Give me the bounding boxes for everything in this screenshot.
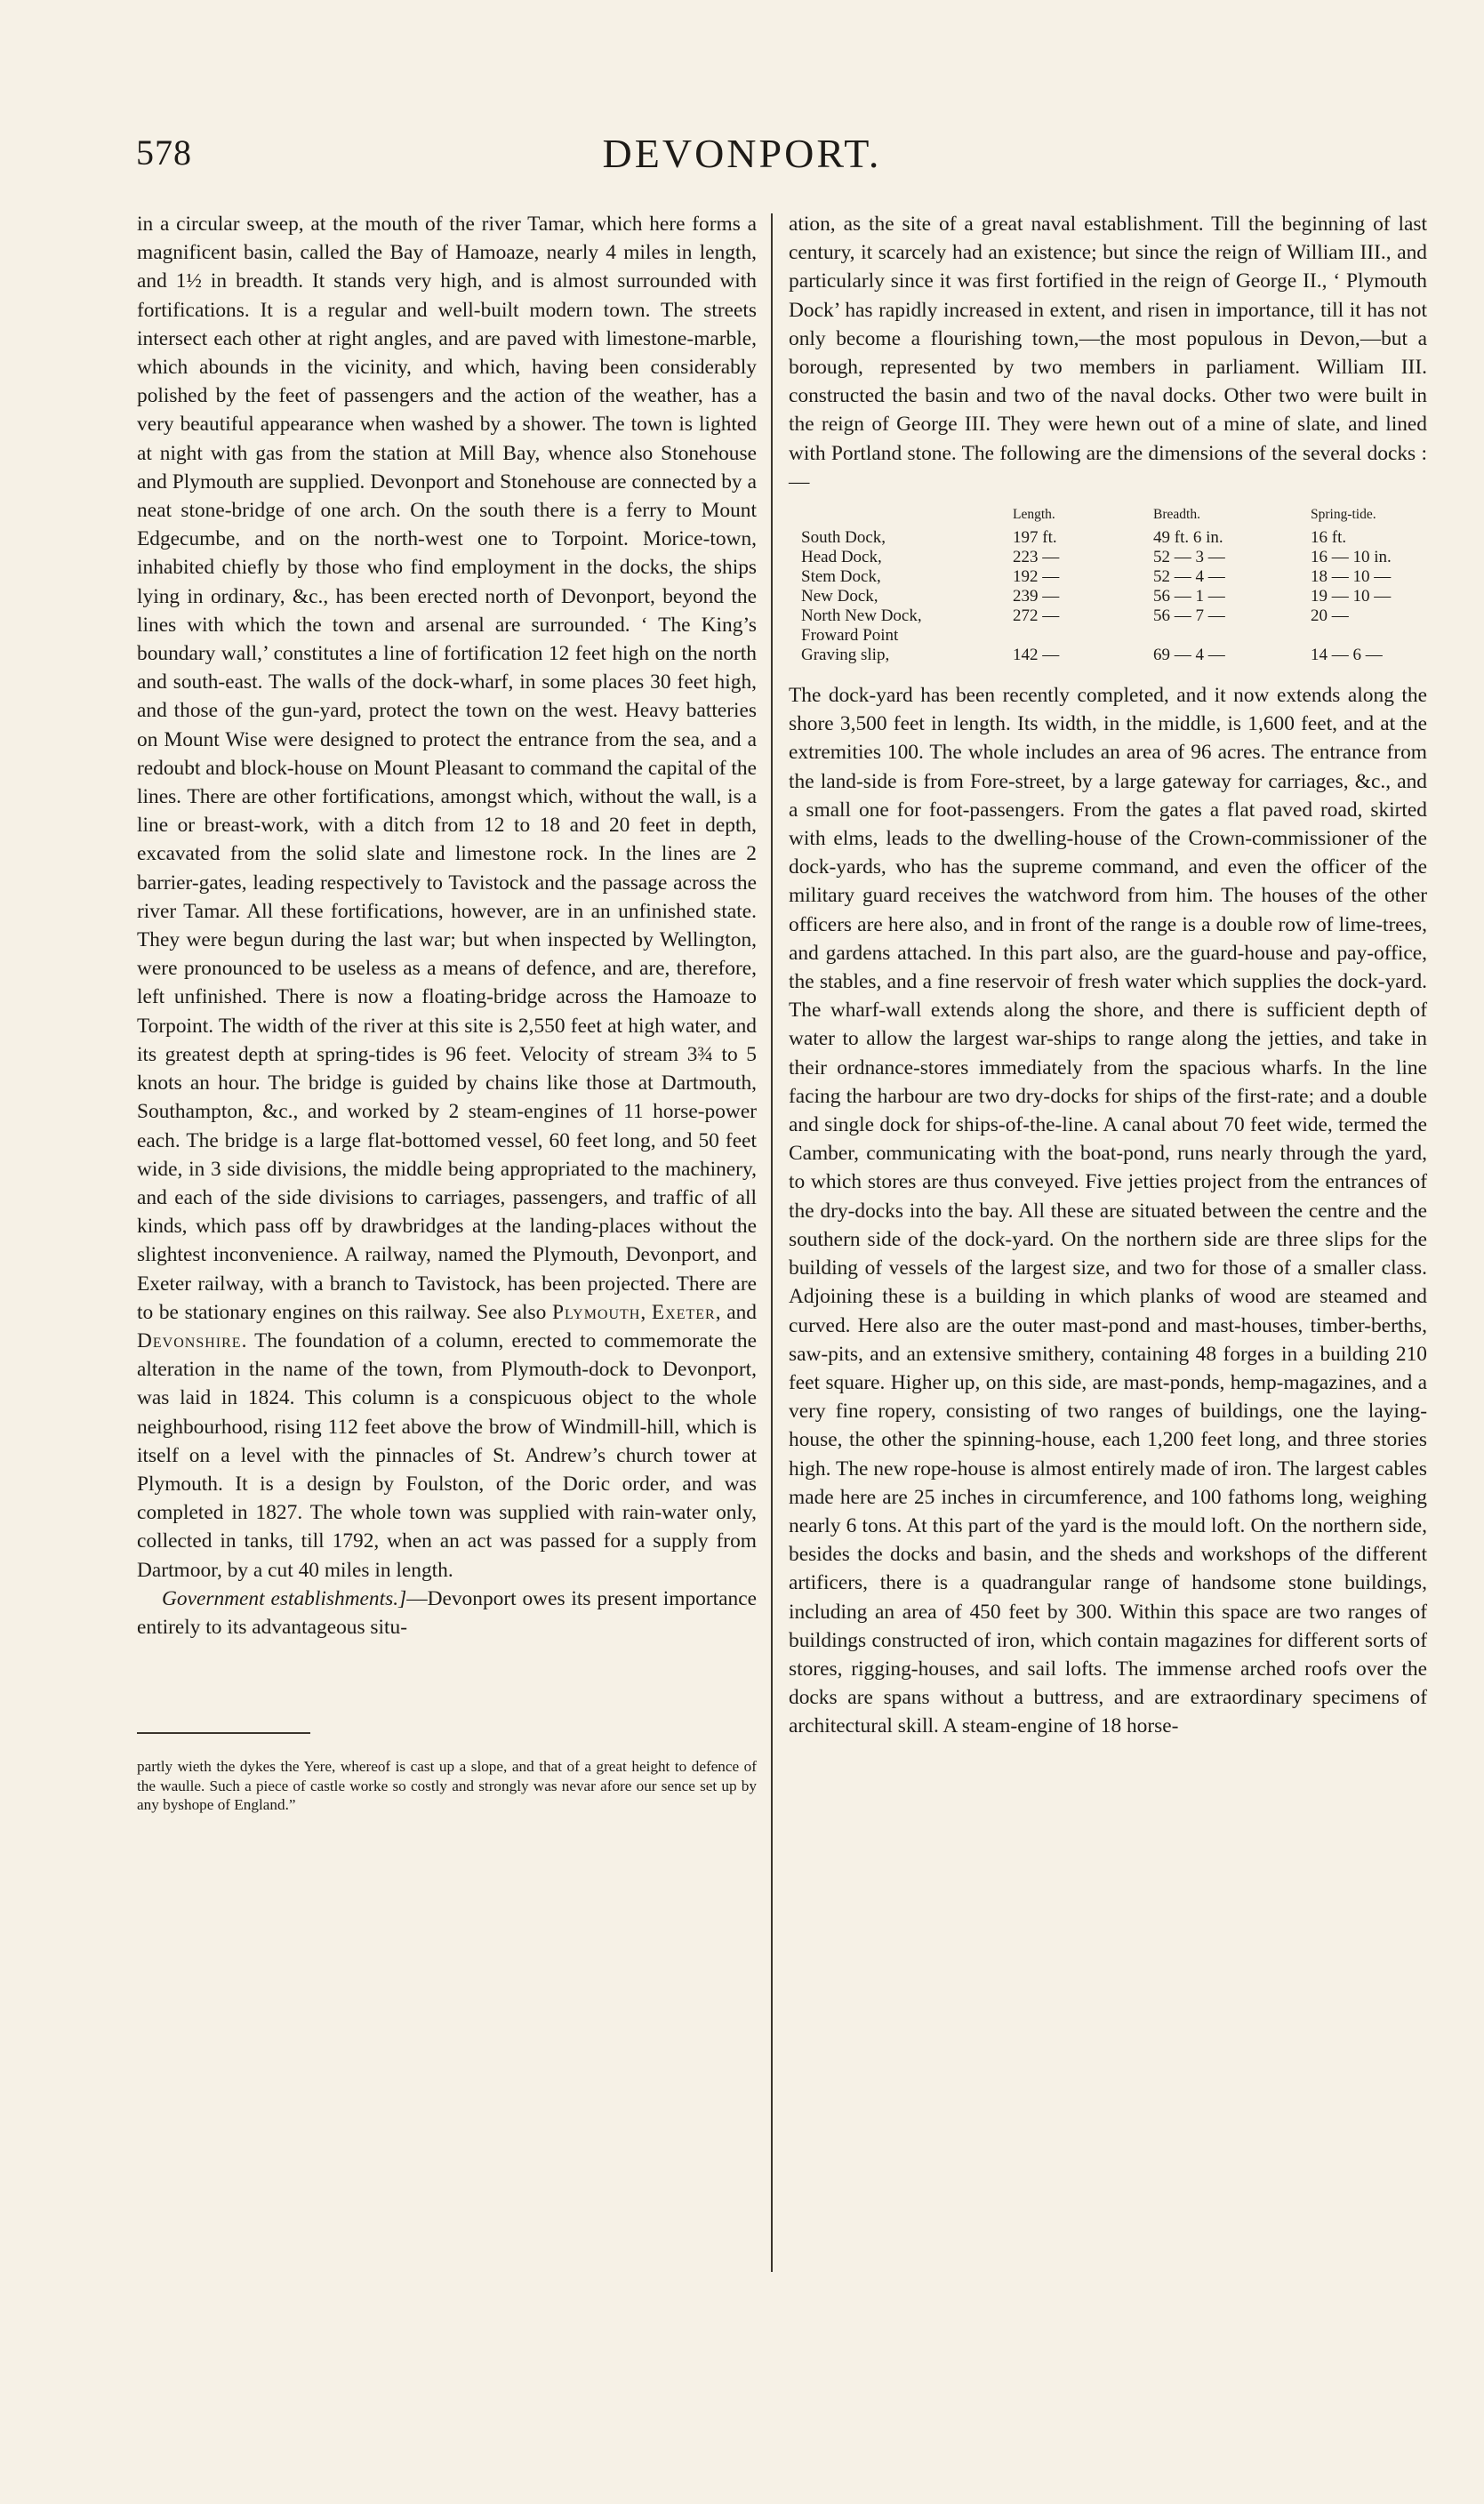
dock-breadth: 52 — 4 — [1153,567,1225,587]
table-header-breadth: Breadth. [1153,507,1200,523]
dock-length: 223 — [1013,548,1060,567]
table-header-spring-tide: Spring-tide. [1311,507,1376,523]
footnote: partly wieth the dykes the Yere, whereof is cast up a slope, and that of a great height to defence of the waulle. Such a piece of castle worke so costly and strongly was nevar afore our sence set up by any byshope of England.” [137,1758,757,1814]
dock-dimensions-table [801,503,1408,665]
dock-length: 142 — [1013,646,1060,665]
table-row [801,528,1408,548]
left-body-text: in a circular sweep, at the mouth of the river Tamar, which here forms a magnificent basin, called the Bay of Hamoaze, nearly 4 miles in length, and 1½ in breadth. It stands very high, and is almost surrounded with fortifications. It is a regular and well-built modern town. The streets intersect each other at right angles, and are paved with limestone-marble, which abounds in the vicinity, and which, having been considerably polished by the feet of passengers and the action of the weather, has a very beautiful appearance when washed by a shower. The town is lighted at night with gas from the station at Mill Bay, whence also Stonehouse and Plymouth are supplied. Devonport and Stonehouse are connected by a neat stone-bridge of one arch. On the south there is a ferry to Mount Edgecumbe, and on the north-west one to Torpoint. Morice-town, inhabited chiefly by those who find employment in the docks, the ships lying in ordinary, &c., has been erected north of Devonport, beyond the lines with which the town and arsenal are surrounded. ‘ The King’s boundary wall,’ constitutes a line of fortification 12 feet high on the north and south-east. The walls of the dock-wharf, in some places 30 feet high, and those of the gun-yard, protect the town on the west. Heavy batteries on Mount Wise were designed to protect the entrance from the sea, and a redoubt and block-house on Mount Pleasant to command the capital of the lines. There are other fortifications, amongst which, without the wall, is a line or breast-work, with a ditch from 12 to 18 and 20 feet in depth, excavated from the solid slate and limestone rock. In the lines are 2 barrier-gates, leading respectively to Tavistock and the passage across the river Tamar. All these fortifications, however, are in an unfinished state. They were begun during the last war; but when inspected by Wellington, were pronounced to be useless as a means of defence, and are, therefore, left unfinished. There is now a floating-bridge across the Hamoaze to Torpoint. The width of the river at this site is 2,550 feet at high water, and its greatest depth at spring-tides is 96 feet. Velocity of stream 3¾ to 5 knots an hour. The bridge is guided by chains like those at Dartmouth, Southampton, &c., and worked by 2 steam-engines of 11 horse-power each. The bridge is a large flat-bottomed vessel, 60 feet long, and 50 feet wide, in 3 side divisions, the middle being appropriated to the machinery, and each of the side divisions to carriages, passengers, and traffic of all kinds, which pass off by drawbridges at the landing-places without the slightest inconvenience. A railway, named the Plymouth, Devonport, and Exeter railway, with a branch to Tavistock, has been projected. There are to be stationary engines on this railway. See also [137,213,758,1324]
table-row [801,626,1408,646]
right-column [789,210,1427,1741]
dock-spring-tide: 20 — [1311,606,1349,626]
cross-reference-separator: , [640,1300,652,1324]
dock-breadth: 49 ft. 6 in. [1153,528,1223,548]
dock-spring-tide: 16 — 10 in. [1311,548,1392,567]
left-body-text-end: . The foundation of a column, erected to commemorate the alteration in the name of the town, from Plymouth-dock to Devonport, was laid in 1824. This column is a conspicuous object to the whole neighbourhood, rising 112 feet above the brow of Windmill-hill, which is itself on a level with the pinnacles of St. Andrew’s church tower at Plymouth. It is a design by Foulston, of the Doric order, and was completed in 1827. The whole town was supplied with rain-water only, collected in tanks, till 1792, when an act was passed for a supply from Dartmoor, by a cut 40 miles in length. [137,1328,757,1582]
dock-name: Froward Point [801,626,899,646]
dock-length: 239 — [1013,587,1060,606]
dock-length: 192 — [1013,567,1060,587]
dock-spring-tide: 18 — 10 — [1311,567,1392,587]
footnote-rule [137,1732,310,1734]
dock-breadth: 69 — 4 — [1153,646,1225,665]
dock-breadth: 56 — 7 — [1153,606,1225,626]
table-header-cell [801,503,1013,528]
dock-spring-tide: 19 — 10 — [1311,587,1392,606]
dock-name: Head Dock, [801,548,882,567]
left-column [137,210,757,1815]
cross-reference-separator: , and [715,1300,757,1324]
dock-length: 197 ft. [1013,528,1057,548]
page-number: 578 [136,132,192,173]
dock-length [1013,626,1153,646]
table-row [801,606,1408,626]
dock-name: New Dock, [801,587,878,606]
dock-breadth: 56 — 1 — [1153,587,1225,606]
right-continuation-text: The dock-yard has been recently completed, and it now extends along the shore 3,500 feet in length. Its width, in the middle, is 1,600 feet, and at the extremities 100. The whole includes an area of 96 acres. The entrance from the land-side is from Fore-street, by a large gateway for carriages, &c., and a small one for foot-passengers. From the gates a flat paved road, skirted with elms, leads to the dwelling-house of the Crown-commissioner of the dock-yards, who has the supreme command, and even the officer of the military guard receives the watchword from him. The houses of the other officers are here also, and in front of the range is a double row of lime-trees, and gardens attached. In this part also, are the guard-house and pay-office, the stables, and a fine reservoir of fresh water which supplies the dock-yard. The wharf-wall extends along the shore, and there is sufficient depth of water to allow the largest war-ships to range along the jetties, and take in their ordnance-stores immediately from the spacious wharfs. In the line facing the harbour are two dry-docks for ships of the first-rate; and a double and single dock for ships-of-the-line. A canal about 70 feet wide, termed the Camber, communicating with the boat-pond, runs nearly through the yard, to which stores are thus conveyed. Five jetties project from the entrances of the dry-docks into the bay. All these are situated between the centre and the southern side of the dock-yard. On the northern side are three slips for the building of vessels of the largest size, and two for those of a smaller class. Adjoining these is a building in which planks of wood are steamed and curved. Here also are the outer mast-pond and mast-houses, timber-berths, saw-pits, and an extensive smithery, containing 48 forges in a building 210 feet square. Higher up, on this side, are mast-ponds, hemp-magazines, and a very fine ropery, consisting of two ranges of buildings, one the laying-house, the other the spinning-house, each 1,200 feet long, and three stories high. The new rope-house is almost entirely made of iron. The largest cables made here are 25 inches in circumference, and 100 fathoms long, weighing nearly 6 tons. At this part of the yard is the mould loft. On the northern side, besides the docks and basin, and the sheds and workshops of the different artificers, there is a quadrangular range of handsome stone buildings, including an area of 450 feet by 300. Within this space are two ranges of buildings constructed of iron, which contain magazines for different sorts of stores, rigging-houses, and sail lofts. The immense arched roofs over the docks are spans without a buttress, and are extraordinary specimens of architectural skill. A steam-engine of 18 horse- [789,684,1427,1738]
government-text: —Devonport owes its present importance entirely to its advantageous situ- [137,1586,758,1639]
dock-length: 272 — [1013,606,1060,626]
cross-reference-exeter: Exeter [651,1300,716,1324]
dock-spring-tide [1311,626,1408,646]
dock-name: North New Dock, [801,606,922,626]
government-paragraph [137,1585,757,1641]
cross-reference-devonshire: Devonshire [137,1328,242,1352]
dock-spring-tide: 14 — 6 — [1311,646,1383,665]
table-row [801,587,1408,606]
right-intro-text: ation, as the site of a great naval establishment. Till the beginning of last century, it scarcely had an existence; but since the reign of William III., and particularly since it was first fortified in the reign of George II., ‘ Plymouth Dock’ has rapidly increased in extent, and risen in importance, till it has not only become a flourishing town,—the most populous in Devon,—but a borough, represented by two members in parliament. William III. constructed the basin and two of the naval docks. Other two were built in the reign of George III. They were hewn out of a mine of slate, and lined with Portland stone. The following are the dimensions of the several docks :— [789,213,1427,494]
table-row [801,646,1408,665]
left-column-body [137,210,757,1585]
cross-reference-plymouth: Plymouth [551,1300,641,1324]
dock-breadth [1153,626,1311,646]
table-row [801,567,1408,587]
table-header-length: Length. [1013,507,1055,523]
dock-breadth: 52 — 3 — [1153,548,1225,567]
column-divider [771,213,773,2272]
section-heading: Government establishments.] [162,1586,407,1610]
dock-spring-tide: 16 ft. [1311,528,1347,548]
running-head: DEVONPORT. [602,131,882,176]
table-row [801,548,1408,567]
dock-name: Graving slip, [801,646,890,665]
table-header-row [801,503,1408,528]
dock-name: Stem Dock, [801,567,881,587]
dock-name: South Dock, [801,528,886,548]
